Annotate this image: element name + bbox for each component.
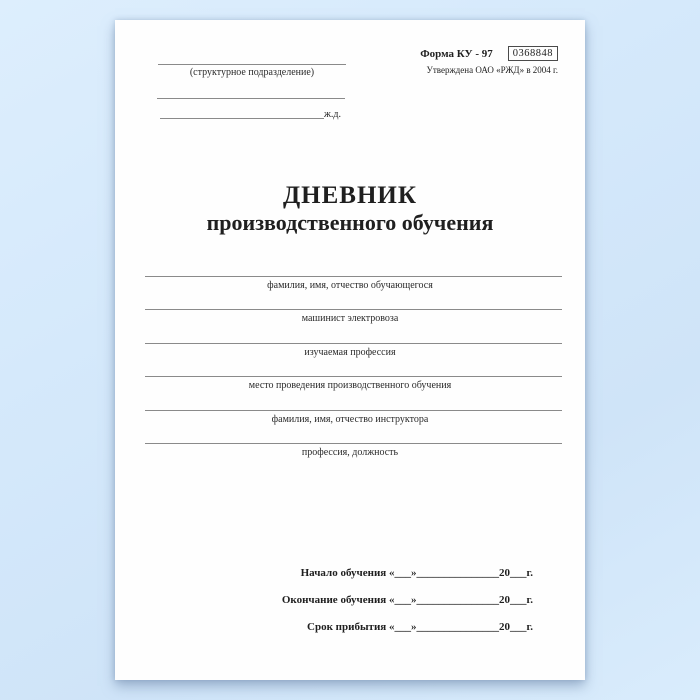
instructor-name-blank-line — [145, 410, 562, 411]
instructor-name-caption: фамилия, имя, отчество инструктора — [271, 414, 429, 425]
training-dates-block — [282, 560, 533, 641]
form-code-label: Форма КУ - 97 — [420, 47, 493, 60]
approval-note: Утверждена ОАО «РЖД» в 2004 г. — [426, 65, 558, 75]
form-cover-page — [115, 20, 585, 680]
studied-profession-blank-line — [145, 343, 562, 344]
railway-suffix-label: ж.д. — [324, 109, 341, 120]
instructor-position-caption: профессия, должность — [301, 447, 399, 458]
form-code-block — [420, 46, 558, 75]
profession-value-caption: машинист электровоза — [301, 313, 399, 324]
profession-value-blank-line — [145, 309, 562, 310]
form-serial-number: 0368848 — [508, 46, 558, 61]
document-title-block — [115, 183, 585, 236]
arrival-term-row: Срок прибытия «___»_______________20___г. — [307, 621, 533, 633]
railway-blank-line — [160, 118, 324, 119]
blank-line-2 — [157, 98, 345, 99]
training-place-caption: место проведения производственного обучения — [248, 380, 452, 391]
trainee-name-caption: фамилия, имя, отчество обучающегося — [267, 280, 433, 291]
trainee-name-blank-line — [145, 276, 562, 277]
training-start-row: Начало обучения «___»_______________20___г. — [300, 567, 533, 579]
document-subtitle: производственного обучения — [206, 210, 494, 235]
training-place-blank-line — [145, 376, 562, 377]
structural-unit-caption: (структурное подразделение) — [189, 67, 315, 78]
document-title: ДНЕВНИК — [282, 182, 417, 209]
training-end-row: Окончание обучения «___»_______________20___г. — [281, 594, 533, 606]
structural-unit-blank-line — [158, 64, 346, 65]
studied-profession-caption: изучаемая профессия — [304, 347, 396, 358]
instructor-position-blank-line — [145, 443, 562, 444]
